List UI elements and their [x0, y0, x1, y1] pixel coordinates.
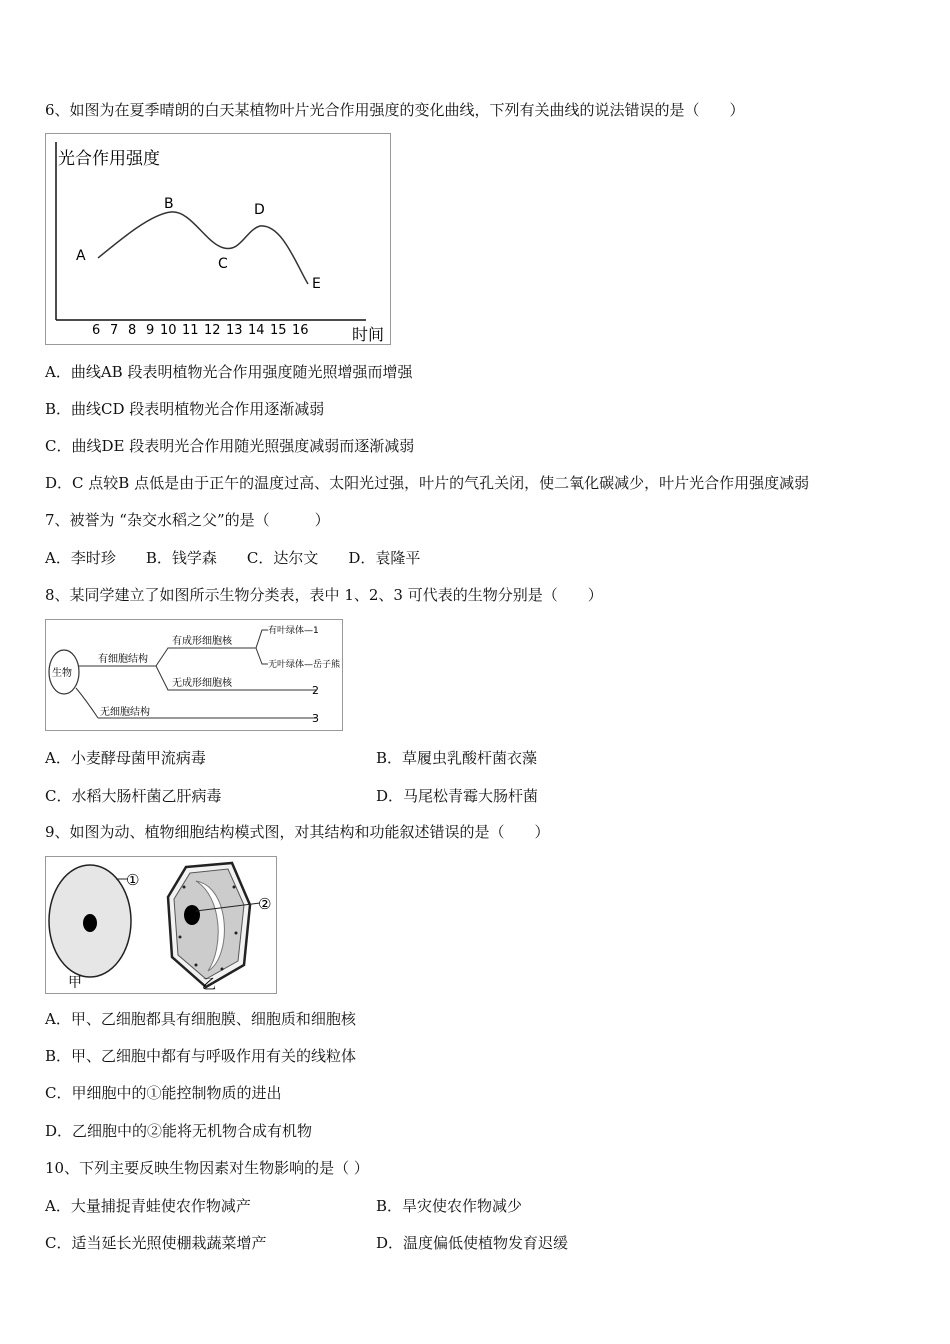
q10-option-d: D．温度偏低使植物发育迟缓 — [376, 1234, 569, 1252]
q10-option-a: A．大量捕捉青蛙使农作物减产 — [45, 1197, 251, 1215]
point-label-e: E — [312, 276, 321, 292]
point-label-c: C — [218, 256, 228, 272]
diagram-label-3: 3 — [312, 712, 319, 725]
q8-option-b: B．草履虫乳酸杆菌衣藻 — [376, 749, 538, 767]
tick-label: 12 — [204, 323, 221, 338]
q8-classification-diagram — [45, 619, 343, 731]
q8-option-a: A．小麦酵母菌甲流病毒 — [45, 749, 206, 767]
tick-label: 14 — [248, 323, 265, 338]
tick-label: 13 — [226, 323, 243, 338]
q8-option-d: D．马尾松青霉大肠杆菌 — [376, 787, 539, 805]
q9-option-c: C．甲细胞中的①能控制物质的进出 — [45, 1084, 282, 1102]
animal-nucleus — [83, 914, 97, 932]
tick-label: 9 — [146, 323, 155, 338]
q8-stem: 8、某同学建立了如图所示生物分类表，表中 1、2、3 可代表的生物分别是（ ） — [45, 586, 603, 604]
tick-label: 11 — [182, 323, 199, 338]
q7-stem: 7、被誉为 “杂交水稻之父”的是（ ） — [45, 511, 330, 529]
caption-yi: 乙 — [202, 977, 216, 993]
q6-option-a: A．曲线AB 段表明植物光合作用强度随光照增强而增强 — [45, 363, 413, 381]
q8-option-c: C．水稻大肠杆菌乙肝病毒 — [45, 787, 222, 805]
q10-option-c: C．适当延长光照使棚栽蔬菜增产 — [45, 1234, 267, 1252]
diagram-no-cell: 无细胞结构 — [100, 707, 150, 718]
q6-stem: 6、如图为在夏季晴朗的白天某植物叶片光合作用强度的变化曲线，下列有关曲线的说法错误的是（ ） — [45, 101, 745, 119]
diagram-no-formed-nucleus: 无成形细胞核 — [172, 678, 232, 689]
photosynthesis-curve — [98, 212, 308, 284]
diagram-with-chloroplast: 有叶绿体—1 — [268, 626, 319, 636]
q6-option-d: D．C 点较B 点低是由于正午的温度过高、太阳光过强，叶片的气孔关闭，使二氧化碳减少，叶片光合作用强度减弱 — [45, 474, 810, 492]
q9-stem: 9、如图为动、植物细胞结构模式图，对其结构和功能叙述错误的是（ ） — [45, 823, 550, 841]
q10-stem: 10、下列主要反映生物因素对生物影响的是（ ） — [45, 1159, 369, 1177]
tick-label: 10 — [160, 323, 177, 338]
tick-label: 15 — [270, 323, 287, 338]
label-chloroplast: ② — [258, 895, 272, 913]
q9-option-b: B．甲、乙细胞中都有与呼吸作用有关的线粒体 — [45, 1047, 357, 1065]
tick-label: 6 — [92, 323, 101, 338]
diagram-without-chloroplast: 无叶绿体—岳子熊 — [268, 660, 341, 670]
point-label-b: B — [164, 196, 174, 212]
diagram-label-2: 2 — [312, 684, 319, 697]
q6-option-c: C．曲线DE 段表明光合作用随光照强度减弱而逐渐减弱 — [45, 437, 415, 455]
tick-label: 16 — [292, 323, 309, 338]
point-label-d: D — [254, 202, 265, 218]
q6-option-b: B．曲线CD 段表明植物光合作用逐渐减弱 — [45, 400, 325, 418]
plant-nucleus — [184, 905, 200, 925]
tick-label: 7 — [110, 323, 119, 338]
q10-option-b: B．旱灾使农作物减少 — [376, 1197, 523, 1215]
q7-options: A．李时珍 B．钱学森 C．达尔文 D．袁隆平 — [45, 549, 421, 567]
chart-xlabel: 时间 — [352, 325, 385, 344]
q6-photosynthesis-chart — [45, 133, 391, 345]
q9-option-d: D．乙细胞中的②能将无机物合成有机物 — [45, 1122, 313, 1140]
chart-ylabel: 光合作用强度 — [58, 149, 160, 169]
diagram-formed-nucleus: 有成形细胞核 — [172, 636, 232, 647]
q9-option-a: A．甲、乙细胞都具有细胞膜、细胞质和细胞核 — [45, 1010, 356, 1028]
diagram-root: 生物 — [52, 668, 72, 679]
diagram-has-cell: 有细胞结构 — [98, 654, 148, 665]
point-label-a: A — [76, 248, 86, 264]
tick-label: 8 — [128, 323, 137, 338]
caption-jia: 甲 — [68, 975, 82, 991]
label-membrane: ① — [126, 871, 140, 889]
q9-cell-diagram — [45, 856, 277, 994]
